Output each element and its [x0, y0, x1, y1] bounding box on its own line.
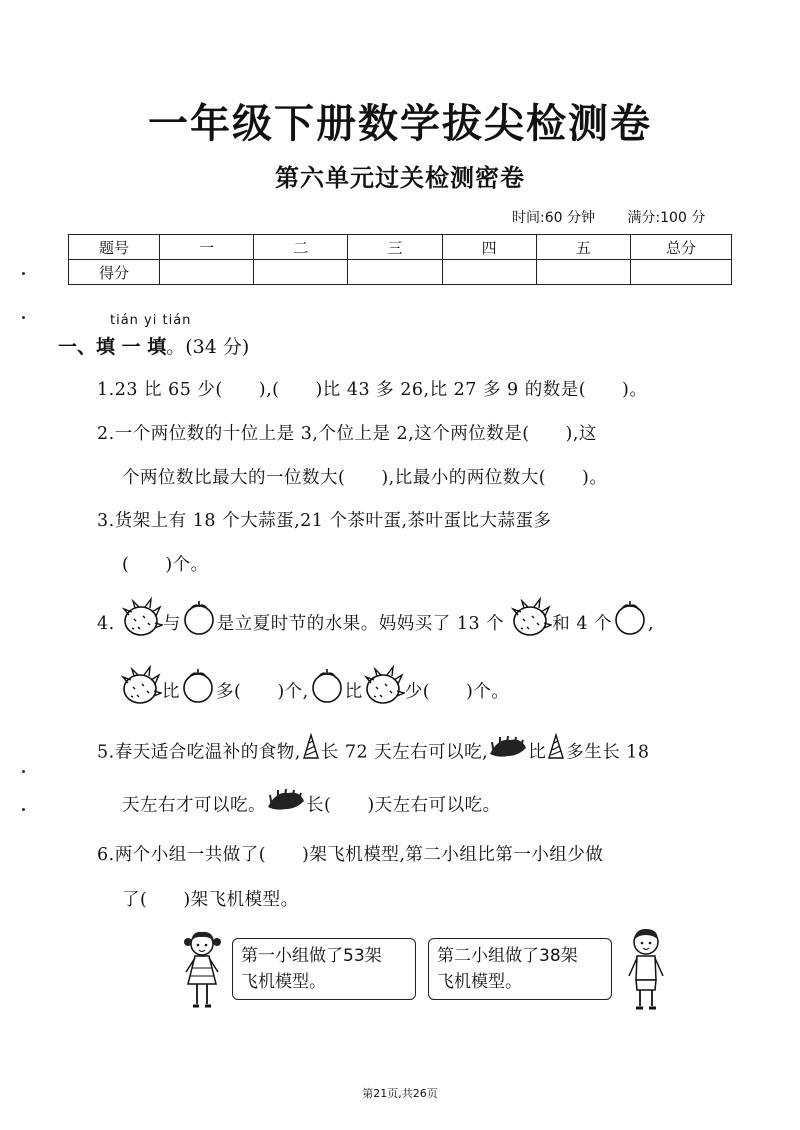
- time-limit: 时间:60 分钟: [512, 210, 595, 226]
- exam-title: 一年级下册数学拔尖检测卷: [148, 101, 652, 147]
- mangosteen-icon: [612, 598, 648, 651]
- score-input-3[interactable]: [348, 260, 442, 285]
- mangosteen-icon: [309, 666, 345, 719]
- section-points: 。(34 分): [166, 336, 250, 358]
- score-cell-1: 一: [160, 235, 254, 260]
- dragon-fruit-icon: [510, 597, 552, 652]
- question-6-line-1: 6.两个小组一共做了( )架飞机模型,第二小组比第一小组少做: [97, 845, 604, 865]
- question-3-line-2: ( )个。: [122, 555, 209, 575]
- margin-mark: [22, 770, 25, 773]
- q4-text-4: ,: [648, 614, 655, 634]
- q4-text-8: 少( )个。: [404, 682, 510, 702]
- page-footer: 第21页,共26页: [362, 1087, 438, 1100]
- q5-text-4: 多生长 18: [566, 742, 650, 763]
- exam-subtitle: 第六单元过关检测密卷: [275, 164, 525, 192]
- bamboo-shoot-icon: [301, 733, 321, 773]
- question-1: 1.23 比 65 少( ),( )比 43 多 26,比 27 多 9 的数是( )。: [97, 380, 648, 400]
- dragon-fruit-icon: [363, 665, 405, 720]
- q5-text-3: 比: [528, 742, 547, 763]
- question-3-line-1: 3.货架上有 18 个大蒜蛋,21 个茶叶蛋,茶叶蛋比大蒜蛋多: [97, 511, 552, 531]
- question-6-line-2: 了( )架飞机模型。: [122, 890, 299, 910]
- dragon-fruit-icon: [120, 665, 162, 720]
- section-pinyin: tián yi tián: [110, 313, 192, 328]
- score-input-1[interactable]: [160, 260, 254, 285]
- score-input-4[interactable]: [442, 260, 536, 285]
- margin-mark: [22, 272, 25, 275]
- q4-text-2: 是立夏时节的水果。妈妈买了 13 个: [216, 614, 505, 634]
- score-input-2[interactable]: [254, 260, 348, 285]
- section-heading: [58, 332, 249, 359]
- score-input-total[interactable]: [631, 260, 732, 285]
- mangosteen-icon: [181, 598, 217, 651]
- score-table: [68, 234, 732, 285]
- boy-speech-bubble: [428, 938, 612, 1000]
- toon-sprout-icon: [488, 734, 528, 772]
- girl-illustration: [180, 928, 228, 1016]
- q4-number: 4.: [97, 614, 115, 634]
- section-label: 一、填 一 填: [58, 336, 167, 358]
- q5-text-1: 5.春天适合吃温补的食物,: [97, 742, 301, 763]
- question-5-line-1: [97, 733, 650, 773]
- dragon-fruit-icon: [121, 597, 163, 652]
- girl-speech-line-1: 第一小组做了53架: [241, 946, 382, 966]
- score-cell-total: 总分: [631, 235, 732, 260]
- score-cell-4: 四: [442, 235, 536, 260]
- score-cell-5: 五: [536, 235, 630, 260]
- score-cell-label: 题号: [69, 235, 160, 260]
- score-cell-3: 三: [348, 235, 442, 260]
- q4-text-7: 比: [344, 682, 363, 702]
- q5-text-5: 天左右才可以吃。: [122, 795, 266, 816]
- boy-illustration: [624, 926, 668, 1016]
- question-2-line-2: 个两位数比最大的一位数大( ),比最小的两位数大( )。: [122, 468, 608, 488]
- score-table-score-row: [69, 260, 732, 285]
- q4-text-3: 和 4 个: [552, 614, 613, 634]
- q5-text-6: 长( )天左右可以吃。: [306, 795, 501, 816]
- exam-meta: [512, 207, 705, 227]
- q5-text-2: 长 72 天左右可以吃,: [320, 742, 489, 763]
- question-5-line-2: [122, 787, 501, 825]
- full-score: 满分:100 分: [627, 210, 706, 226]
- score-table-header-row: [69, 235, 732, 260]
- boy-speech-line-2: 飞机模型。: [437, 972, 522, 992]
- toon-sprout-icon: [266, 787, 306, 825]
- question-4-line-1: [97, 597, 654, 652]
- q4-text-6: 多( )个,: [216, 682, 309, 702]
- score-cell-2: 二: [254, 235, 348, 260]
- question-4-line-2: [120, 665, 509, 720]
- question-2-line-1: 2.一个两位数的十位上是 3,个位上是 2,这个两位数是( ),这: [97, 424, 597, 444]
- boy-speech-line-1: 第二小组做了38架: [437, 946, 578, 966]
- score-input-5[interactable]: [536, 260, 630, 285]
- score-row-label: 得分: [69, 260, 160, 285]
- q4-text-5: 比: [162, 682, 180, 702]
- girl-speech-bubble: [232, 938, 416, 1000]
- mangosteen-icon: [180, 666, 216, 719]
- margin-mark: [22, 808, 25, 811]
- q4-text-1: 与: [162, 614, 181, 634]
- margin-mark: [22, 316, 25, 319]
- bamboo-shoot-icon: [546, 733, 566, 773]
- girl-speech-line-2: 飞机模型。: [241, 972, 326, 992]
